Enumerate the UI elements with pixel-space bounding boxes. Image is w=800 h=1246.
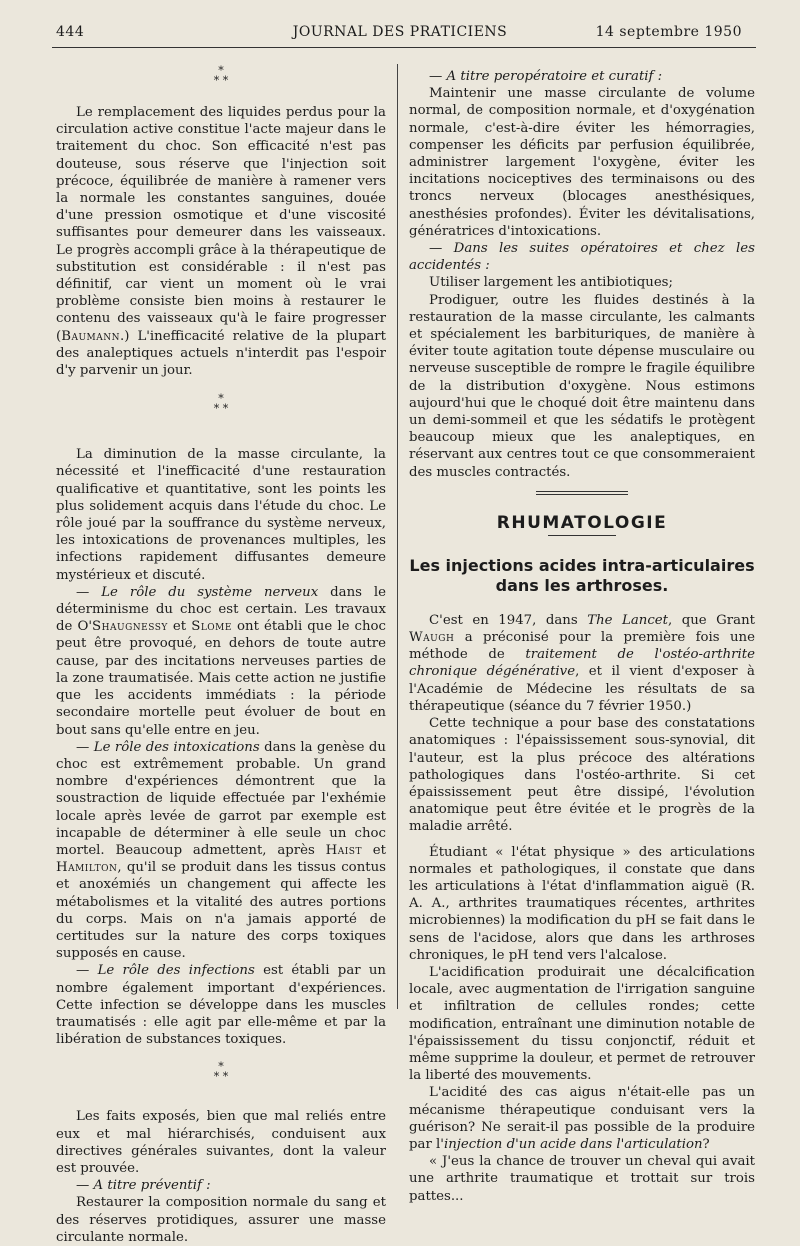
paragraph: « J'eus la chance de trouver un cheval qui avait une arthrite traumatique et trottait sur trois pattes... [409,1154,755,1204]
asterism-separator: * * * [213,1060,229,1084]
paragraph: Les faits exposés, bien que mal reliés entre eux et mal hiérarchisés, conduisent aux directives générales suivantes, dont la valeur est prouvée. [56,1109,386,1176]
paragraph: Maintenir une masse circulante de volume normal, de composition normale, et d'oxygénation normale, c'est-à-dire éviter les hémorragies, compenser les déficits par perfusion équilibrée, administrer largement l'oxygène, éviter les incitations nociceptives des terminaisons ou des troncs nerveux (blocages anesthésiques, anesthésies profondes). Éviter les dévitalisations, génératrices d'intoxications. [409,86,755,239]
paragraph: Le remplacement des liquides perdus pour la circulation active constitue l'acte majeur dans le traitement du choc. Son efficacité n'est pas douteuse, sous réserve que l'injection soit précoce, équilibrée de manière à ramener vers la normale les constantes sanguines, douée d'une pression osmotique et d'une viscosité suffisantes pour demeurer dans les vaisseaux. Le progrès accompli grâce à la thérapeutique de substitution est considérable : il n'est pas définitif, car vient un moment où le vrai problème consiste bien moins à restaurer le contenu des vaisseaux qu'à le faire progresser (Baumann.) L'inefficacité relative de la plupart des analeptiques actuels n'interdit pas l'espoir d'y parvenir un jour. [56,105,386,379]
paragraph: L'acidité des cas aigus n'était-elle pas un mécanisme thérapeutique conduisant vers la guérison? Ne serait-il pas possible de la produire par l'injection d'un acide dans l'articulation? [409,1085,755,1152]
asterism-separator: * * * [213,64,229,87]
paragraph: Prodiguer, outre les fluides destinés à la restauration de la masse circulante, les calmants et spécialement les barbituriques, de manière à éviter toute agitation toute dépense musculaire ou nerveuse susceptible de rompre le fragile équilibre de la distribution d'oxygène. Nous estimons aujourd'hui que le choqué doit être maintenu dans un demi-sommeil et que les sédatifs le protègent beaucoup mieux que les analeptiques, en réservant aux centres tout ce que consommeraient des muscles contractés. [409,292,755,480]
section-underline [548,535,616,536]
subheading-preventif: — A titre préventif : [76,1178,211,1194]
article-title: Les injections acides intra-articulaires dans les arthroses. [409,555,755,595]
asterism-separator: * * * [213,392,229,416]
right-column [409,68,755,1205]
journal-title: JOURNAL DES PRATICIENS [292,24,508,40]
header-rule [52,47,756,48]
column-separator [397,64,398,1009]
paragraph: Étudiant « l'état physique » des articulations normales et pathologiques, il constate que dans les articulations à l'état d'inflammation aiguë (R. A. A., arthrites traumatiques récentes, arthrites microbiennes) la modification du pH se fait dans le sens de l'acidose, alors que dans les arthroses chroniques, le pH tend vers l'alcalose. [409,844,755,963]
paragraph: La diminution de la masse circulante, la nécessité et l'inefficacité d'une restauration qualificative et quantitative, sont les points les plus solidement acquis dans l'étude du choc. Le rôle joué par la souffrance du système nerveux, les intoxications de provenances multiples, les infections rapidement diffusantes demeure mystérieux et discuté. [56,447,386,583]
left-column [56,66,386,1246]
double-rule [536,491,628,495]
paragraph: C'est en 1947, dans The Lancet, que Grant Waugh a préconisé pour la première fois une méthode de traitement de l'ostéo-arthrite chronique dégénérative, et il vient d'exposer à l'Académie de Médecine les résultats de sa thérapeutique (séance du 7 février 1950.) [409,612,755,714]
paragraph: — Le rôle des intoxications dans la genèse du choc est extrêmement probable. Un grand nombre d'expériences démontrent que la soustraction de liquide effectuée par l'exhémie locale après levée de garrot par exemple est incapable de déterminer à elle seule un choc mortel. Beaucoup admettent, après Haist et Hamilton, qu'il se produit dans les tissus contus et anoxémiés un changement qui affecte les métabolismes et la vitalité des autres portions du corps. Mais on n'a jamais apporté de certitudes sur la nature des corps toxiques supposés en cause. [56,739,386,962]
paragraph: Cette technique a pour base des constatations anatomiques : l'épaississement sous-synovial, dit l'auteur, est la plus précoce des altérations pathologiques dans l'ostéo-arthrite. Si cet épaississement peut être dissipé, l'évolution anatomique peut être évitée et le progrès de la maladie arrêté. [409,716,755,835]
page-number: 444 [56,24,85,40]
paragraph: Restaurer la composition normale du sang et des réserves protidiques, assurer une masse circulante normale. [56,1195,386,1245]
paragraph: — Le rôle du système nerveux dans le déterminisme du choc est certain. Les travaux de O'Shaugnessy et Slome ont établi que le choc peut être provoqué, en dehors de toute autre cause, par des incitations nerveuses parties de la zone traumatisée. Mais cette action ne justifie que les accidents immédiats : la période secondaire mortelle peut évoluer de bout en bout sans qu'elle entre en jeu. [56,584,386,738]
subheading-peroperatoire: — A titre peropératoire et curatif : [429,69,663,84]
paragraph: Utiliser largement les antibiotiques; [429,275,673,291]
subheading-suites: — Dans les suites opératoires et chez les accidentés : [409,241,755,274]
paragraph: L'acidification produirait une décalcification locale, avec augmentation de l'irrigation sanguine et infiltration de cellules rondes; cette modification, entraînant une diminution notable de l'épaississement du tissu conjonctif, réduit et même supprime la douleur, et permet de retrouver la liberté des mouvements. [409,964,755,1084]
paragraph: — Le rôle des infections est établi par un nombre également important d'expériences. Cette infection se développe dans les muscles traumatisés : elle agit par elle-même et par la libération de substances toxiques. [56,963,386,1048]
running-header [40,24,760,48]
section-heading: RHUMATOLOGIE [496,512,668,533]
issue-date: 14 septembre 1950 [595,24,742,40]
